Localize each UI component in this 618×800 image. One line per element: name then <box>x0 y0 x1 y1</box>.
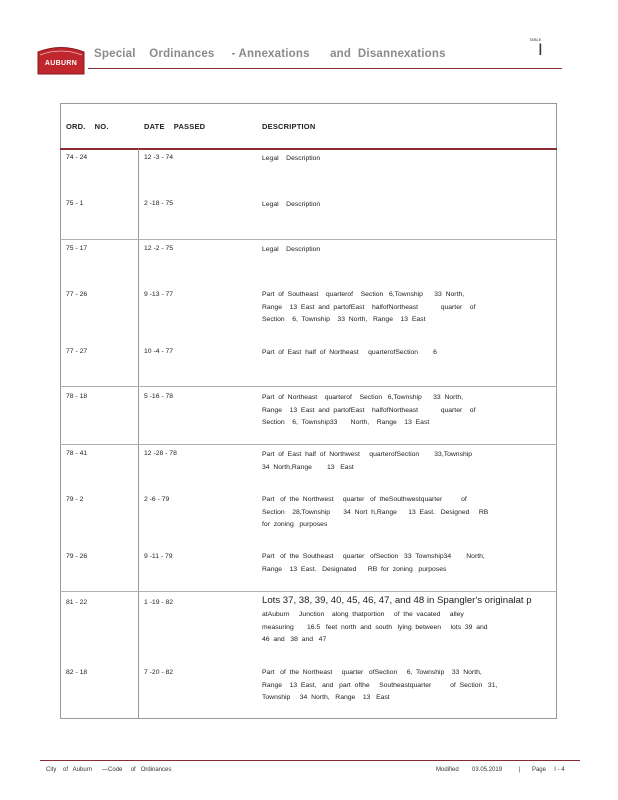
date-passed: 10 -4 - 77 <box>144 348 174 355</box>
description: atAuburn Junction along thatportion of the vacated alley measuring 16.5 feet north and south lying between lots 39 and 46 and 38 and 47 <box>262 611 488 643</box>
description-first-line: Lots 37, 38, 39, 40, 45, 46, 47, and 48 in Spangler's originalat p <box>262 595 532 606</box>
date-passed: 12 -2 - 75 <box>144 245 174 252</box>
page-title: Special Ordinances - Annexations and Disannexations <box>94 48 446 60</box>
column-header-date: DATE PASSED <box>144 122 206 131</box>
description: Part of the Northwest quarter of theSouthwestquarter of Section 28,Township 34 Nort h,Range 13 East. Designed RB for zoning purposes <box>262 496 489 528</box>
footer-page-info: Modified 03.05.2019 | Page I - 4 <box>436 767 565 773</box>
ord-number: 77 - 27 <box>66 348 88 355</box>
description: Part of the Southeast quarter ofSection 33 Township34 North, Range 13 East. Designated RB for zoning purposes <box>262 553 485 573</box>
ord-number: 79 - 26 <box>66 553 88 560</box>
ord-number: 81 - 22 <box>66 599 88 606</box>
ord-number: 78 - 18 <box>66 393 88 400</box>
table-letter: I <box>538 40 543 59</box>
table-tag: TABLE <box>529 37 542 42</box>
table-header-divider <box>60 148 557 150</box>
ord-number: 74 - 24 <box>66 154 88 161</box>
description: Legal Description <box>262 246 321 253</box>
row-group-divider <box>60 239 557 240</box>
date-passed: 1 -19 - 82 <box>144 599 174 606</box>
date-passed: 5 -16 - 78 <box>144 393 174 400</box>
date-passed: 2 -18 - 75 <box>144 200 174 207</box>
column-header-description: DESCRIPTION <box>262 122 316 131</box>
ord-number: 78 - 41 <box>66 450 88 457</box>
row-group-divider <box>60 444 557 445</box>
header-divider <box>88 68 562 69</box>
column-divider <box>138 149 139 719</box>
description: Part of Southeast quarterof Section 6,Township 33 North, Range 13 East and partofEast halfofNortheast quarter of Section 6, Township 33 North, Range 13 East <box>262 291 476 323</box>
ord-number: 79 - 2 <box>66 496 84 503</box>
description: Part of Northeast quarterof Section 6,Township 33 North, Range 13 East and partofEast halfofNortheast quarter of Section 6, Township33 North, Range 13 East <box>262 394 476 426</box>
ord-number: 82 - 18 <box>66 669 88 676</box>
ord-number: 77 - 26 <box>66 291 88 298</box>
date-passed: 9 -11 - 79 <box>144 553 173 560</box>
date-passed: 7 -20 - 82 <box>144 669 174 676</box>
column-header-ord: ORD. NO. <box>66 122 109 131</box>
description: Part of the Northeast quarter ofSection 6, Township 33 North, Range 13 East, and part ofthe Southeastquarter of Section 31, Township 34 North, Range 13 East <box>262 669 498 701</box>
date-passed: 2 -6 - 79 <box>144 496 170 503</box>
date-passed: 9 -13 - 77 <box>144 291 174 298</box>
logo-text: AUBURN <box>44 60 78 67</box>
ord-number: 75 - 1 <box>66 200 84 207</box>
ord-number: 75 - 17 <box>66 245 88 252</box>
description: Legal Description <box>262 201 321 208</box>
date-passed: 12 -28 - 78 <box>144 450 177 457</box>
auburn-logo <box>36 46 86 76</box>
description: Legal Description <box>262 155 321 162</box>
footer-divider <box>40 760 580 761</box>
footer-source: City of Auburn —Code of Ordinances <box>46 767 172 773</box>
description: Part of East half of Northeast quarterofSection 6 <box>262 349 437 356</box>
row-group-divider <box>60 386 557 387</box>
description: Part of East half of Northwest quarterofSection 33,Township 34 North,Range 13 East <box>262 451 473 471</box>
row-group-divider <box>60 591 557 592</box>
date-passed: 12 -3 - 74 <box>144 154 174 161</box>
